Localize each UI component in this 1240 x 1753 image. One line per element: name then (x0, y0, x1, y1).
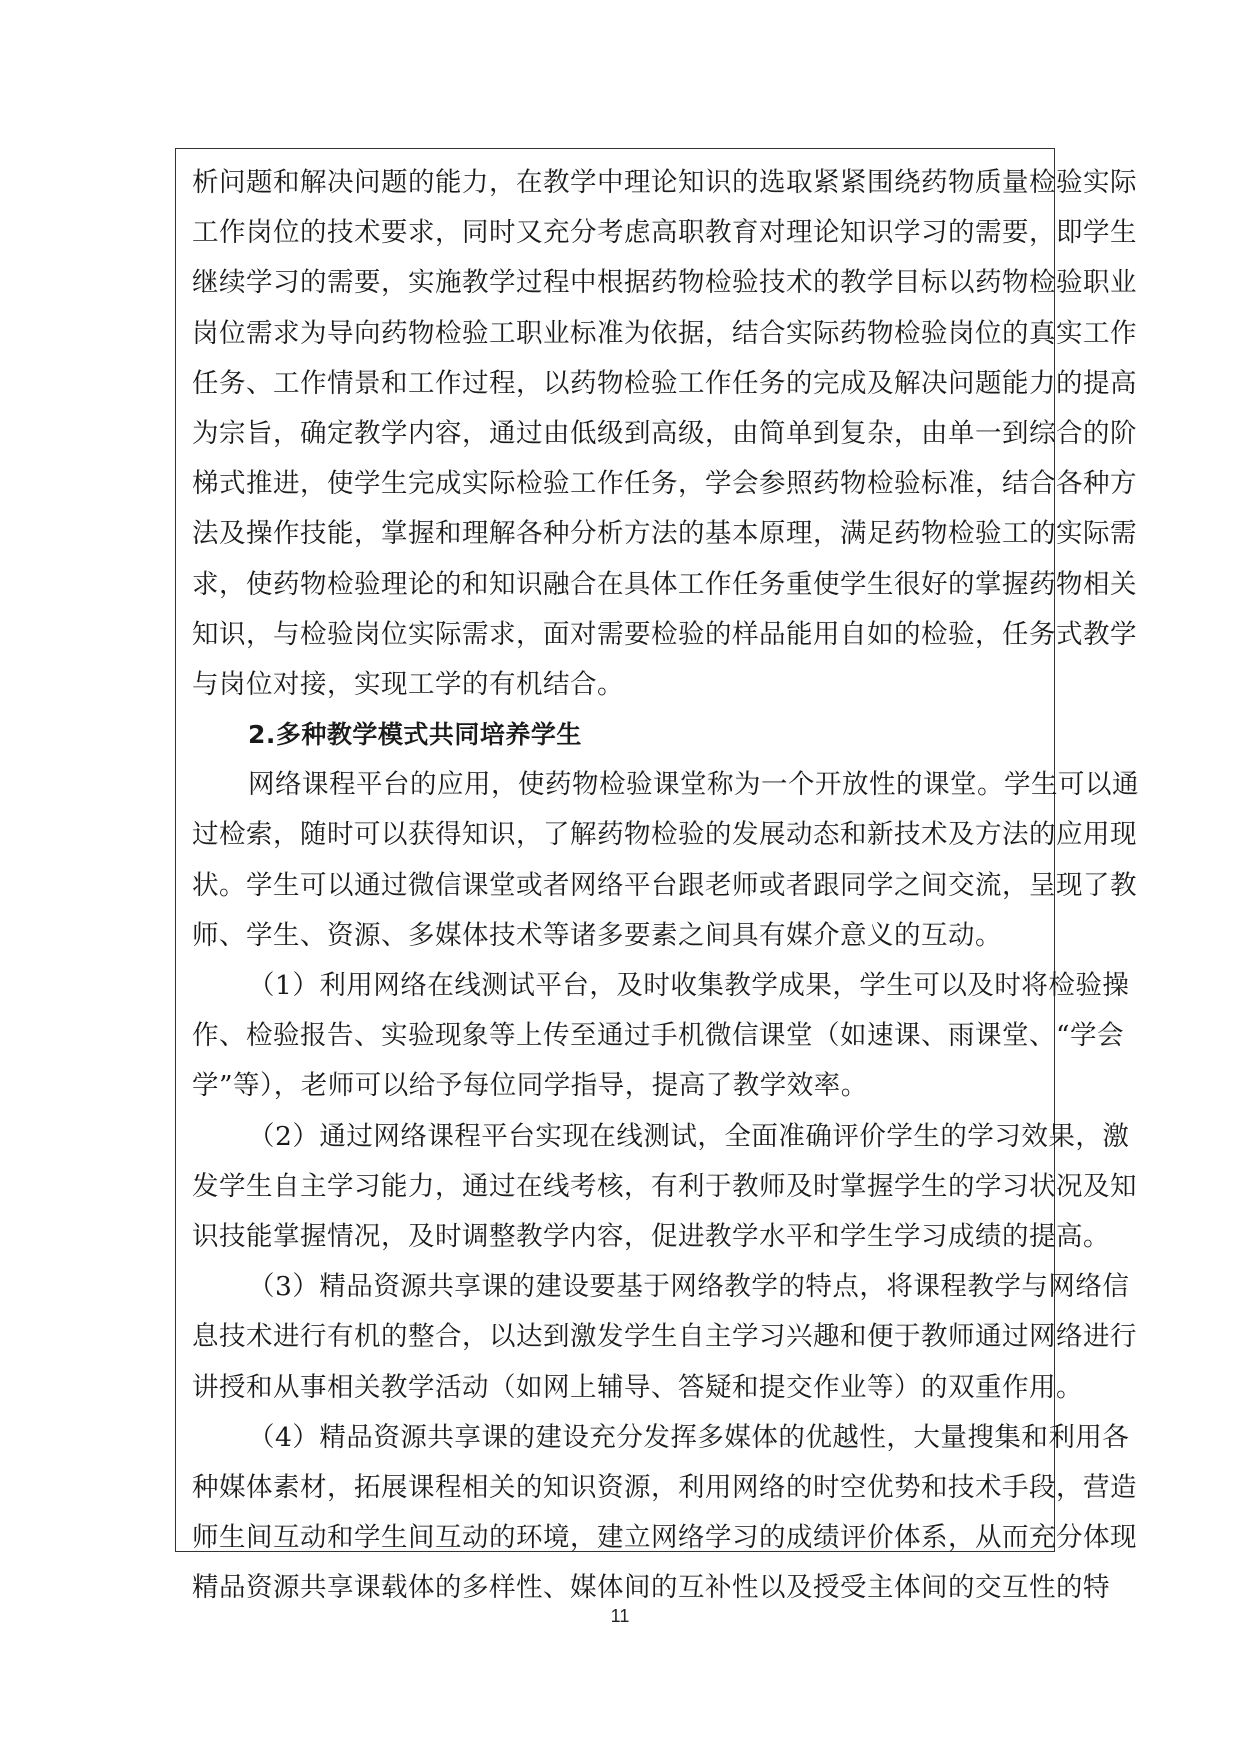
text-line: 求，使药物检验理论的和知识融合在具体工作任务重使学生很好的掌握药物相关 (192, 568, 1137, 600)
text-line: （3）精品资源共享课的建设要基于网络教学的特点，将课程教学与网络信 (248, 1271, 1130, 1303)
text-line: 作、检验报告、实验现象等上传至通过手机微信课堂（如速课、雨课堂、“学会 (192, 1020, 1125, 1052)
text-line: 梯式推进，使学生完成实际检验工作任务，学会参照药物检验标准，结合各种方 (192, 468, 1137, 500)
text-line: 息技术进行有机的整合，以达到激发学生自主学习兴趣和便于教师通过网络进行 (192, 1321, 1137, 1353)
text-line: 任务、工作情景和工作过程，以药物检验工作任务的完成及解决问题能力的提高 (192, 367, 1137, 399)
text-line: 识技能掌握情况，及时调整教学内容，促进教学水平和学生学习成绩的提高。 (192, 1220, 1110, 1252)
text-line: 为宗旨，确定教学内容，通过由低级到高级，由简单到复杂，由单一到综合的阶 (192, 417, 1137, 449)
text-line: 析问题和解决问题的能力，在教学中理论知识的选取紧紧围绕药物质量检验实际 (192, 167, 1137, 198)
text-line: 学”等），老师可以给予每位同学指导，提高了教学效率。 (192, 1070, 868, 1102)
text-line: （2）通过网络课程平台实现在线测试，全面准确评价学生的学习效果，激 (248, 1120, 1130, 1152)
text-line: 发学生自主学习能力，通过在线考核，有利于教师及时掌握学生的学习状况及知 (192, 1170, 1137, 1202)
text-line: 工作岗位的技术要求，同时又充分考虑高职教育对理论知识学习的需要，即学生 (192, 217, 1137, 249)
text-line: 网络课程平台的应用，使药物检验课堂称为一个开放性的课堂。学生可以通 (248, 769, 1139, 801)
text-line: 师、学生、资源、多媒体技术等诸多要素之间具有媒介意义的互动。 (192, 919, 1002, 951)
text-line: 法及操作技能，掌握和理解各种分析方法的基本原理，满足药物检验工的实际需 (192, 518, 1137, 550)
text-line: 师生间互动和学生间互动的环境，建立网络学习的成绩评价体系，从而充分体现 (192, 1522, 1137, 1554)
text-line: 与岗位对接，实现工学的有机结合。 (192, 668, 624, 700)
page-number: 11 (610, 1606, 630, 1626)
text-line: （4）精品资源共享课的建设充分发挥多媒体的优越性，大量搜集和利用各 (248, 1421, 1130, 1453)
text-line: 岗位需求为导向药物检验工职业标准为依据，结合实际药物检验岗位的真实工作 (192, 317, 1137, 349)
text-line: 过检索，随时可以获得知识，了解药物检验的发展动态和新技术及方法的应用现 (192, 819, 1137, 851)
text-line: 种媒体素材，拓展课程相关的知识资源，利用网络的时空优势和技术手段，营造 (192, 1471, 1137, 1503)
text-line: 状。学生可以通过微信课堂或者网络平台跟老师或者跟同学之间交流，呈现了教 (192, 869, 1137, 901)
text-line: 继续学习的需要，实施教学过程中根据药物检验技术的教学目标以药物检验职业 (192, 267, 1137, 299)
text-line: （1）利用网络在线测试平台，及时收集教学成果，学生可以及时将检验操 (248, 970, 1130, 1001)
section-heading: 2.多种教学模式共同培养学生 (248, 720, 582, 750)
text-line: 精品资源共享课载体的多样性、媒体间的互补性以及授受主体间的交互性的特 (192, 1572, 1110, 1604)
text-line: 知识，与检验岗位实际需求，面对需要检验的样品能用自如的检验，任务式教学 (192, 618, 1137, 650)
document-body (192, 158, 1139, 1613)
text-line: 讲授和从事相关教学活动（如网上辅导、答疑和提交作业等）的双重作用。 (192, 1371, 1083, 1403)
